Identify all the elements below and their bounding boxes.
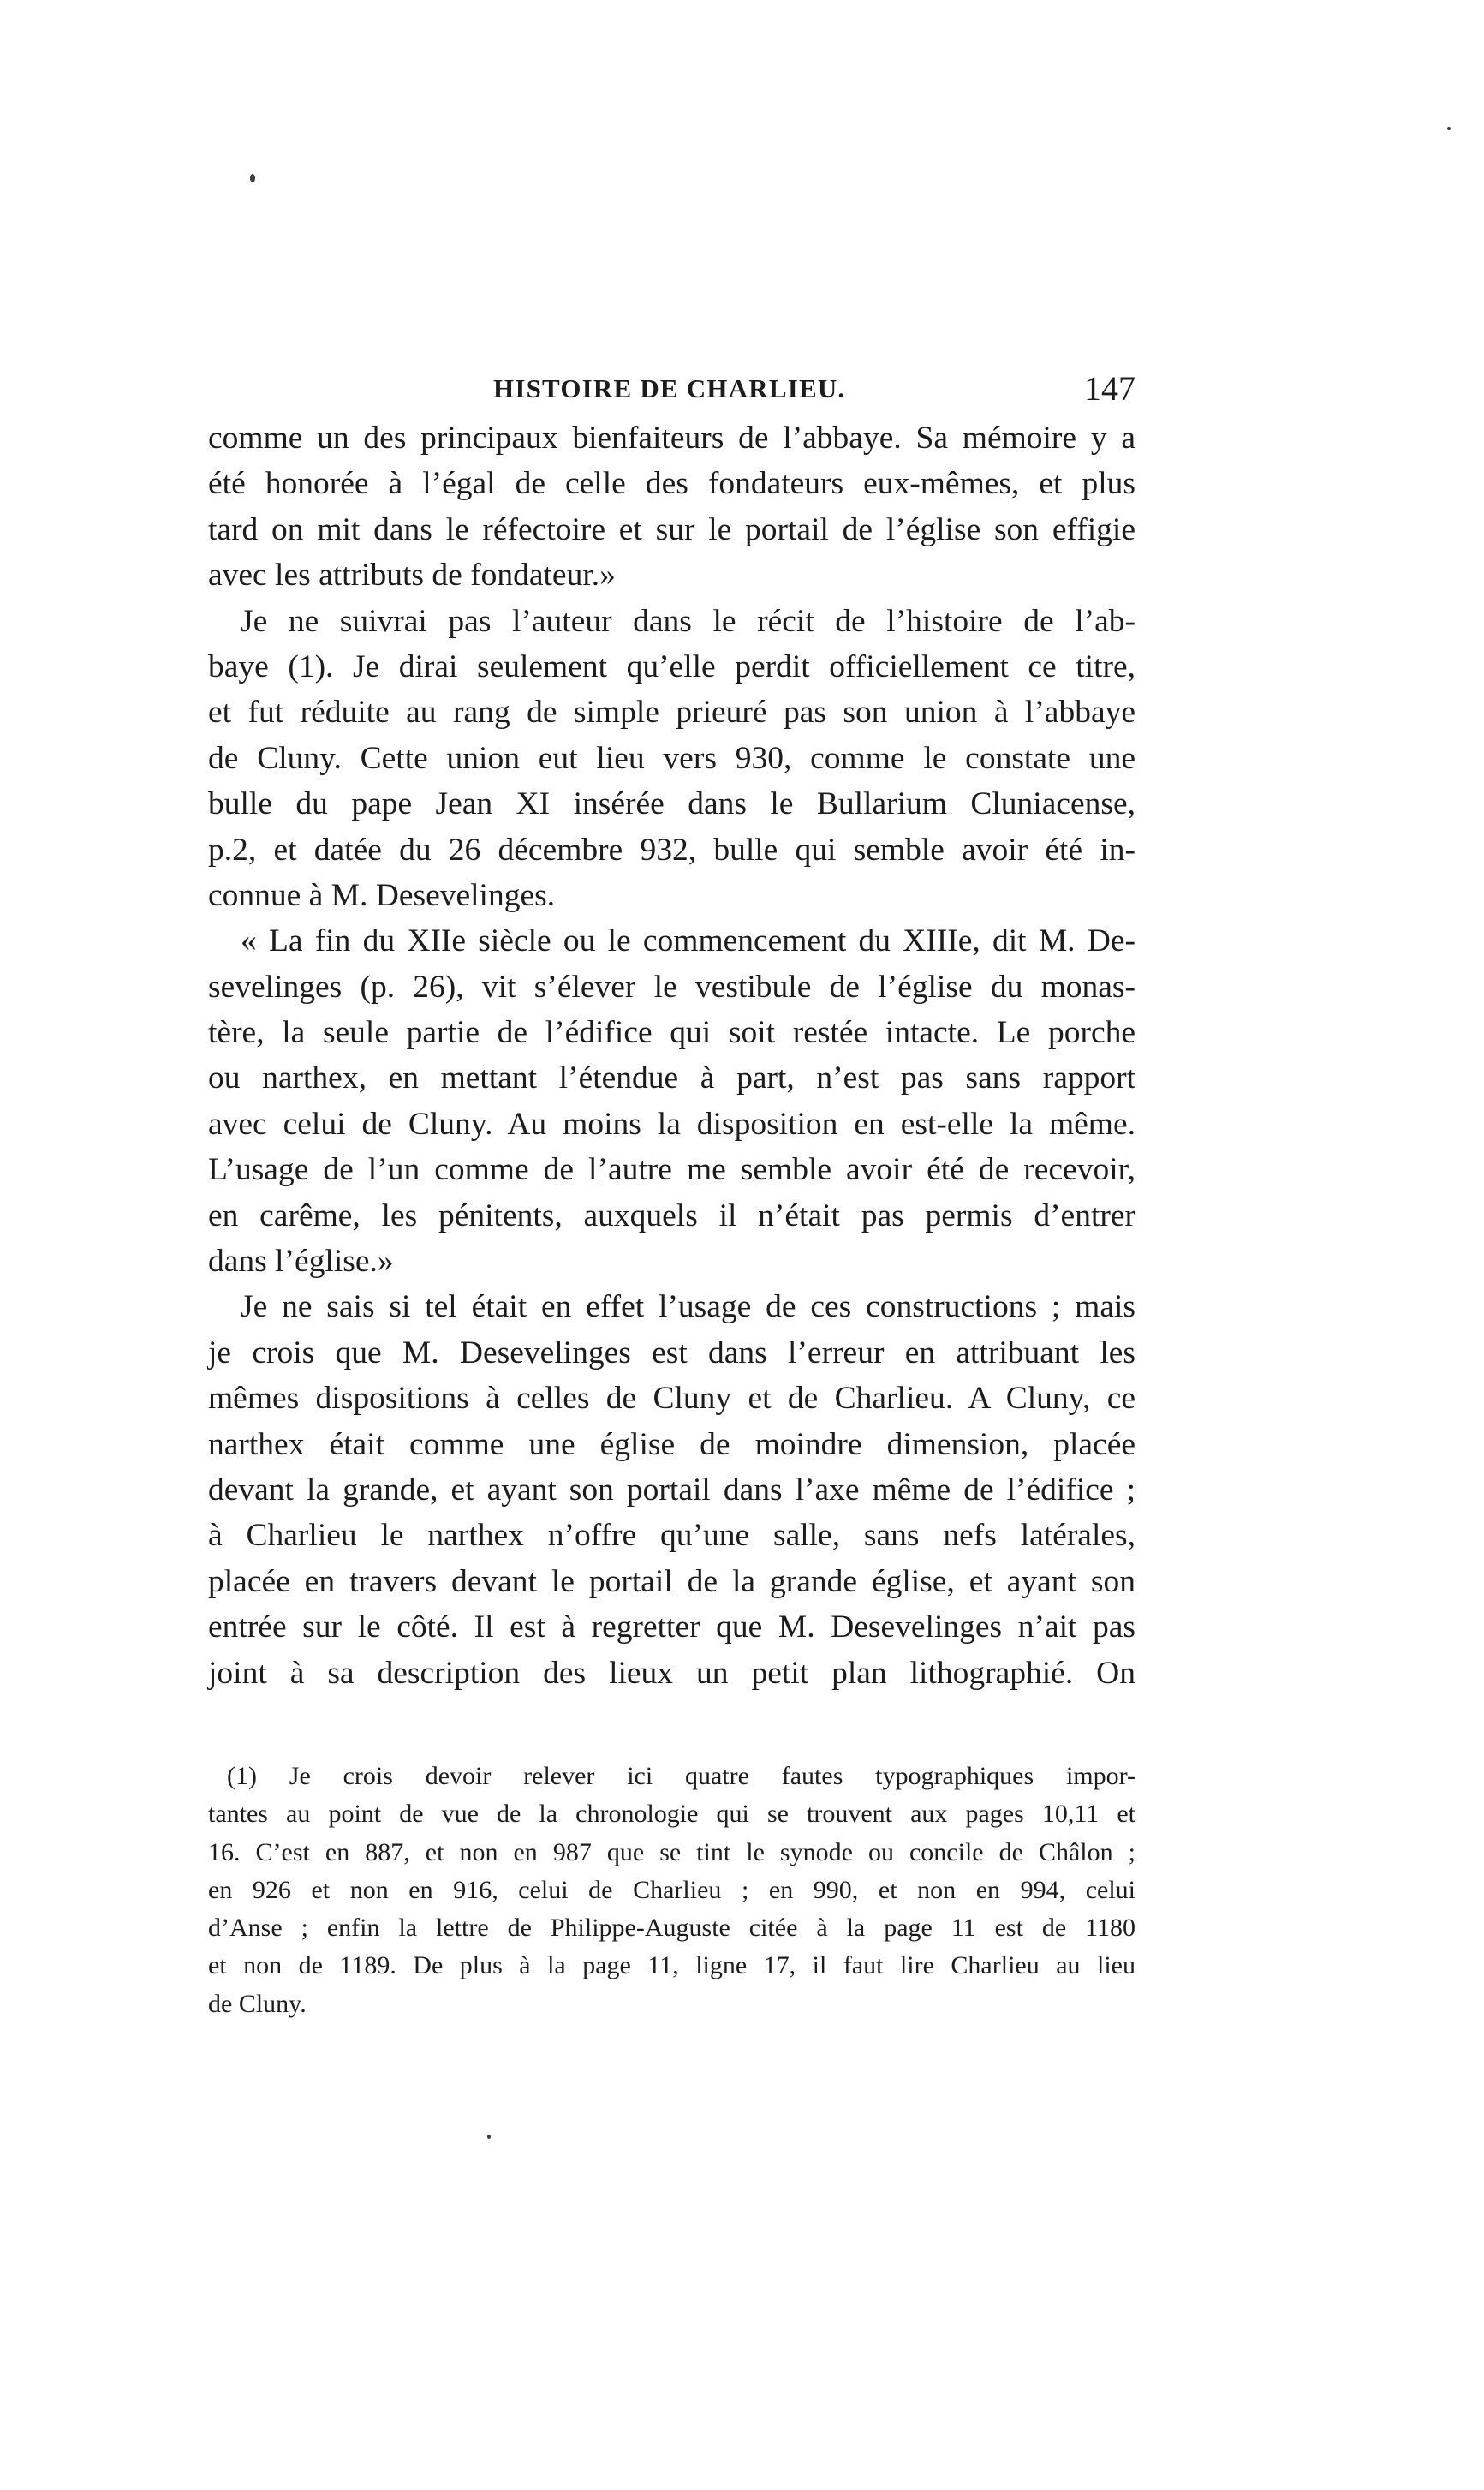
body-line: narthex était comme une église de moindre dimension, placée (208, 1426, 1135, 1462)
body-line: comme un des principaux bienfaiteurs de l’abbaye. Sa mémoire y a (208, 421, 1135, 456)
footnote-line: 16. C’est en 887, et non en 987 que se tint le synode ou concile de Châlon ; (208, 1837, 1135, 1866)
footnote-line: tantes au point de vue de la chronologie qui se trouvent aux pages 10,11 et (208, 1800, 1135, 1829)
body-line: bulle du pape Jean XI insérée dans le Bullarium Cluniacense, (208, 786, 1135, 822)
body-line: p.2, et datée du 26 décembre 932, bulle qui semble avoir été in- (208, 832, 1135, 868)
footnote-line: et non de 1189. De plus à la page 11, ligne 17, il faut lire Charlieu au lieu (208, 1951, 1135, 1980)
body-line: à Charlieu le narthex n’offre qu’une salle, sans nefs latérales, (208, 1518, 1135, 1554)
footnote-line: de Cluny. (208, 1989, 307, 2018)
ink-speck (1447, 127, 1451, 130)
body-line: « La fin du XIIe siècle ou le commencement du XIIIe, dit M. De- (241, 923, 1135, 959)
footnote-line: en 926 et non en 916, celui de Charlieu ; en 990, et non en 994, celui (208, 1875, 1135, 1904)
body-line: je crois que M. Desevelinges est dans l’erreur en attribuant les (208, 1335, 1135, 1370)
footnote (208, 1758, 1135, 2023)
body-line: et fut réduite au rang de simple prieuré pas son union à l’abbaye (208, 695, 1135, 731)
body-line: devant la grande, et ayant son portail dans l’axe même de l’édifice ; (208, 1472, 1135, 1508)
body-line: baye (1). Je dirai seulement qu’elle perdit officiellement ce titre, (208, 648, 1135, 684)
body-line: placée en travers devant le portail de la grande église, et ayant son (208, 1563, 1135, 1599)
body-line: en carême, les pénitents, auxquels il n’était pas permis d’entrer (208, 1197, 1135, 1233)
page-number: 147 (1084, 369, 1135, 408)
body-line: Je ne sais si tel était en effet l’usage de ces constructions ; mais (241, 1289, 1135, 1325)
body-line: de Cluny. Cette union eut lieu vers 930, comme le constate une (208, 740, 1135, 776)
body-line: joint à sa description des lieux un petit plan lithographié. On (208, 1655, 1135, 1691)
body-line: sevelinges (p. 26), vit s’élever le vestibule de l’église du monas- (208, 969, 1135, 1005)
body-line: Je ne suivrai pas l’auteur dans le récit de l’histoire de l’ab- (241, 603, 1135, 639)
body-line: tard on mit dans le réfectoire et sur le portail de l’église son effigie (208, 511, 1135, 547)
footnote-line: d’Anse ; enfin la lettre de Philippe-Auguste citée à la page 11 est de 1180 (208, 1914, 1135, 1943)
ink-speck (250, 174, 255, 182)
body-line: avec celui de Cluny. Au moins la disposition en est-elle la même. (208, 1106, 1135, 1142)
body-line: avec les attributs de fondateur.» (208, 558, 616, 594)
body-text (208, 415, 1135, 1696)
body-line: tère, la seule partie de l’édifice qui soit restée intacte. Le porche (208, 1015, 1135, 1051)
ink-speck (487, 2135, 491, 2139)
body-line: entrée sur le côté. Il est à regretter que M. Desevelinges n’ait pas (208, 1609, 1135, 1645)
body-line: été honorée à l’égal de celle des fondateurs eux-mêmes, et plus (208, 466, 1135, 502)
body-line: connue à M. Desevelinges. (208, 877, 556, 913)
body-line: L’usage de l’un comme de l’autre me semble avoir été de recevoir, (208, 1152, 1135, 1188)
body-line: mêmes dispositions à celles de Cluny et de Charlieu. A Cluny, ce (208, 1381, 1135, 1417)
body-line: dans l’église.» (208, 1244, 394, 1280)
page-header (208, 368, 1135, 411)
footnote-line: (1) Je crois devoir relever ici quatre fautes typographiques impor- (227, 1762, 1135, 1790)
body-line: ou narthex, en mettant l’étendue à part, n’est pas sans rapport (208, 1060, 1135, 1096)
running-title: HISTOIRE DE CHARLIEU. (493, 373, 846, 403)
